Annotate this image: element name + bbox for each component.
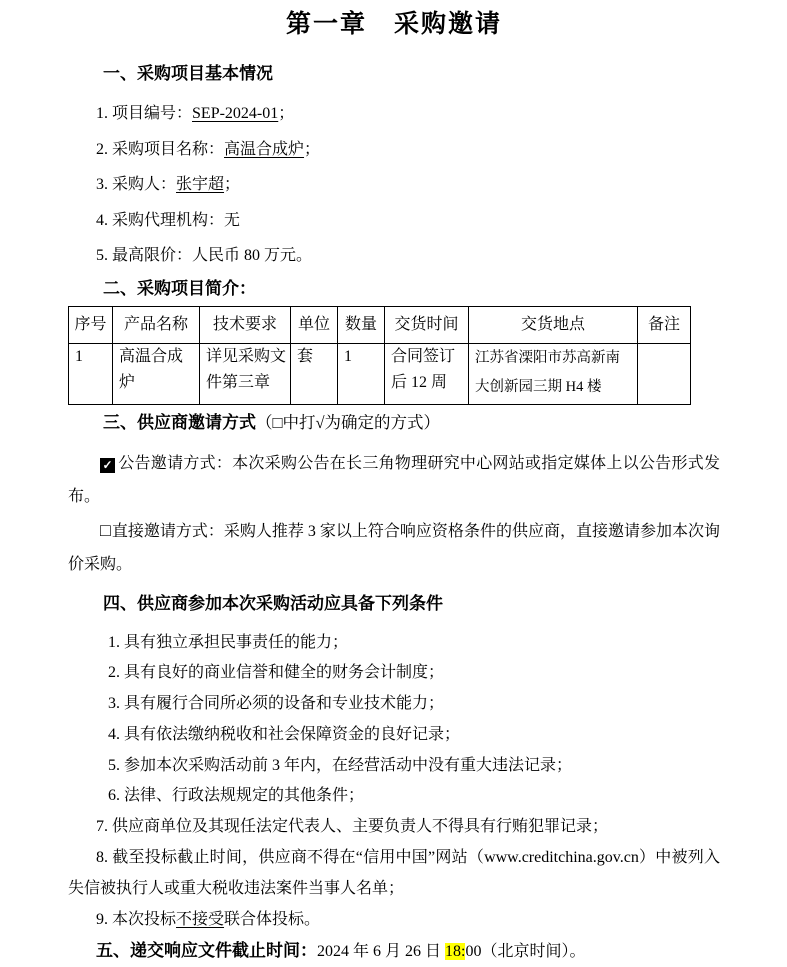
col-header-delivery-place: 交货地点 — [469, 306, 638, 343]
section4-heading: 四、供应商参加本次采购活动应具备下列条件 — [103, 593, 443, 613]
direct-option-text: 直接邀请方式：采购人推荐 3 家以上符合响应资格条件的供应商，直接邀请参加本次询价采购。 — [68, 522, 720, 573]
procurement-table — [68, 306, 691, 405]
col-header-unit: 单位 — [291, 306, 338, 343]
invitation-option-announcement — [68, 447, 720, 514]
col-header-remark: 备注 — [638, 306, 691, 343]
deadline-date: 2024 年 6 月 26 日 — [317, 943, 446, 961]
condition-item-9-pre: 9. 本次投标 — [96, 910, 177, 928]
deadline-time-highlight: 18: — [445, 943, 466, 961]
project-number-line — [68, 96, 720, 132]
col-header-no: 序号 — [69, 306, 113, 343]
col-header-qty: 数量 — [338, 306, 385, 343]
condition-item-9-underlined: 不接受 — [176, 910, 225, 928]
invitation-option-direct — [68, 514, 720, 582]
cell-delivery-place: 江苏省溧阳市苏高新南大创新园三期 H4 楼 — [469, 343, 638, 404]
project-number-value: SEP-2024-01 — [192, 105, 279, 122]
condition-item-3: 3. 具有履行合同所必须的设备和专业技术能力； — [108, 695, 445, 713]
condition-item-4: 4. 具有依法缴纳税收和社会保障资金的良好记录； — [108, 725, 461, 743]
col-header-delivery-time: 交货时间 — [385, 306, 469, 343]
checkbox-checked-icon: ✓ — [100, 458, 115, 473]
deadline-label: 五、递交响应文件截止时间： — [96, 941, 317, 961]
punct: ； — [224, 176, 241, 193]
document-title: 第一章 采购邀请 — [285, 11, 502, 38]
punct: ； — [278, 105, 295, 122]
condition-item-9-post: 联合体投标。 — [224, 910, 321, 928]
purchaser-value: 张宇超 — [176, 176, 225, 193]
deadline-time-rest: 00（北京时间）。 — [465, 943, 586, 961]
section3-heading-bold: 三、供应商邀请方式 — [103, 412, 256, 432]
table-header-row — [69, 306, 691, 343]
announcement-option-text: 公告邀请方式：本次采购公告在长三角物理研究中心网站或指定媒体上以公告形式发布。 — [68, 454, 720, 505]
condition-item-7: 7. 供应商单位及其现任法定代表人、主要负责人不得具有行贿犯罪记录； — [96, 818, 609, 836]
col-header-product: 产品名称 — [113, 306, 200, 343]
project-name-value: 高温合成炉 — [224, 140, 305, 158]
max-price-line: 5. 最高限价：人民币 80 万元。 — [96, 247, 313, 264]
punct: ； — [304, 140, 321, 158]
condition-item-8: 8. 截至投标截止时间，供应商不得在“信用中国”网站（www.creditchina.gov.cn）中被列入失信被执行人或重大税收违法案件当事人名单； — [68, 849, 720, 897]
section3-heading — [68, 412, 720, 434]
cell-unit: 套 — [291, 343, 338, 404]
condition-item-6: 6. 法律、行政法规规定的其他条件； — [108, 787, 365, 805]
project-number-label: 1. 项目编号： — [96, 105, 193, 122]
section2-heading: 二、采购项目简介： — [103, 278, 256, 298]
purchaser-line — [68, 167, 720, 203]
agency-line: 4. 采购代理机构：无 — [96, 211, 241, 229]
cell-qty: 1 — [338, 343, 385, 404]
cell-delivery-time: 合同签订后 12 周 — [385, 343, 469, 404]
condition-item-5: 5. 参加本次采购活动前 3 年内，在经营活动中没有重大违法记录； — [108, 756, 573, 774]
cell-product: 高温合成炉 — [113, 343, 200, 404]
cell-tech: 详见采购文件第三章 — [200, 343, 291, 404]
section3-heading-note: （□中打√为确定的方式） — [256, 412, 441, 432]
cell-no: 1 — [69, 343, 113, 404]
col-header-tech: 技术要求 — [200, 306, 291, 343]
checkbox-empty-icon: □ — [100, 519, 111, 540]
table-row — [69, 343, 691, 404]
deadline-line — [68, 935, 720, 967]
condition-item-1: 1. 具有独立承担民事责任的能力； — [108, 633, 349, 651]
section1-heading: 一、采购项目基本情况 — [103, 64, 273, 83]
condition-item-2: 2. 具有良好的商业信誉和健全的财务会计制度； — [108, 664, 445, 682]
purchaser-label: 3. 采购人： — [96, 176, 177, 193]
condition-item-9 — [68, 905, 720, 936]
project-name-label: 2. 采购项目名称： — [96, 140, 225, 158]
cell-remark — [638, 343, 691, 404]
project-name-line — [68, 132, 720, 168]
